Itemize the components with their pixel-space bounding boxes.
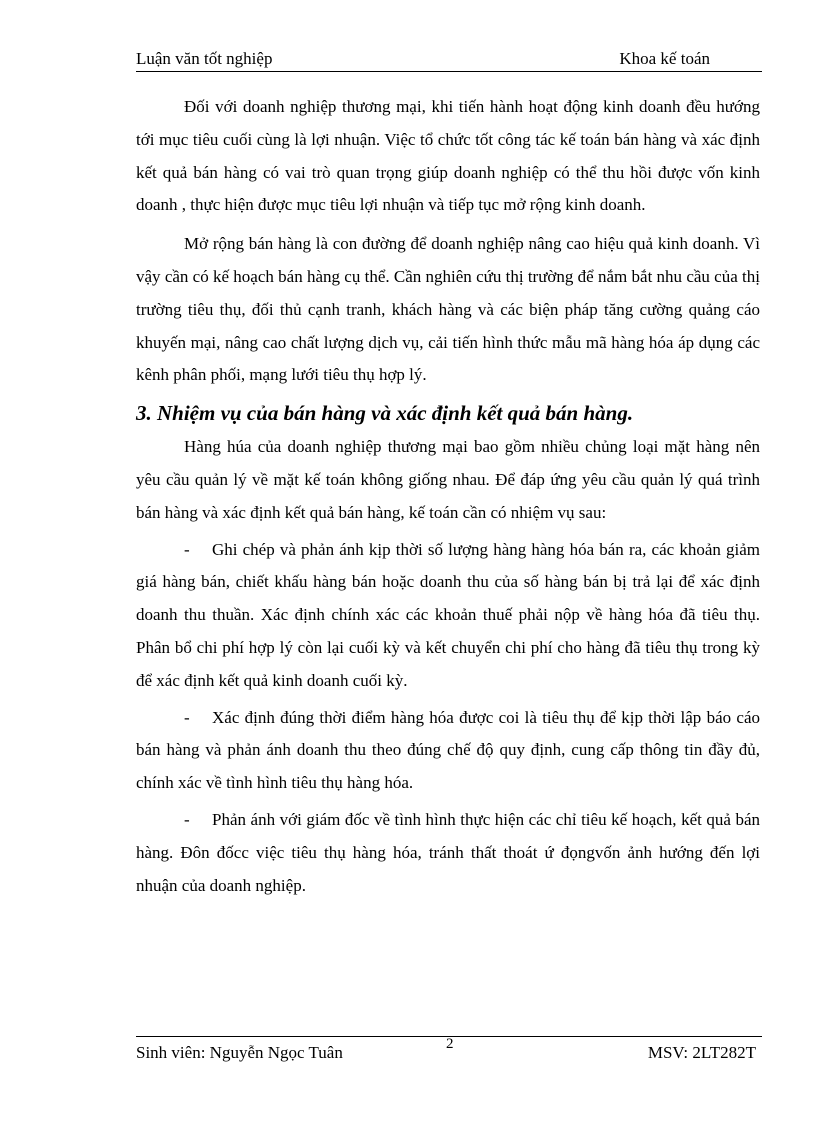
page-number: 2 <box>446 1036 454 1052</box>
section-heading: 3. Nhiệm vụ của bán hàng và xác định kết quả bán hàng. <box>136 401 634 426</box>
header-thesis-label: Luận văn tốt nghiệp <box>136 49 273 68</box>
bullet-dash: - <box>184 809 190 829</box>
task-bullet-item <box>136 804 760 902</box>
bullet-text: Xác định đúng thời điểm hàng hóa được coi là tiêu thụ để kịp thời lập báo cáo bán hàng và phản ánh doanh thu theo đúng chế độ quy định, cung cấp thông tin đầy đủ, chính xác về tình hình tiêu thụ hàng hóa. <box>136 707 760 793</box>
section-intro-paragraph: Hàng húa của doanh nghiệp thương mại bao gồm nhiều chủng loại mặt hàng nên yêu cầu quản lý về mặt kế toán không giống nhau. Để đáp ứng yêu cầu quản lý quá trình bán hàng và xác định kết quả bán hàng, kế toán cần có nhiệm vụ sau: <box>136 437 760 522</box>
page-footer <box>136 1036 762 1064</box>
bullet-dash: - <box>184 707 190 727</box>
bullet-text: Phản ánh với giám đốc về tình hình thực hiện các chỉ tiêu kế hoạch, kết quả bán hàng. Đôn đốcc việc tiêu thụ hàng hóa, tránh thất thoát ứ đọngvốn ảnh hướng đến lợi nhuận của doanh nghiệp. <box>136 809 760 895</box>
body-paragraph: Đối với doanh nghiệp thương mại, khi tiến hành hoạt động kinh doanh đều hướng tới mục tiêu cuối cùng là lợi nhuận. Việc tổ chức tốt công tác kế toán bán hàng và xác định kết quả bán hàng có vai trò quan trọng giúp doanh nghiệp có thể thu hồi được vốn kinh doanh , thực hiện được mục tiêu lợi nhuận và tiếp tục mở rộng kinh doanh. <box>136 97 760 215</box>
header-department-label: Khoa kế toán <box>619 49 710 68</box>
bullet-text: Ghi chép và phản ánh kịp thời số lượng hàng hàng hóa bán ra, các khoản giảm giá hàng bán, chiết khấu hàng bán hoặc doanh thu của số hàng bán bị trả lại để xác định doanh thu thuần. Xác định chính xác các khoản thuế phải nộp về hàng hóa đã tiêu thụ. Phân bổ chi phí hợp lý còn lại cuối kỳ và kết chuyển chi phí cho hàng đã tiêu thụ trong kỳ để xác định kết quả kinh doanh cuối kỳ. <box>136 539 760 690</box>
page-header <box>136 49 762 72</box>
bullet-dash: - <box>184 539 190 559</box>
footer-student-id: MSV: 2LT282T <box>647 1043 756 1062</box>
body-paragraph: Mở rộng bán hàng là con đường để doanh nghiệp nâng cao hiệu quả kinh doanh. Vì vậy cần có kế hoạch bán hàng cụ thể. Cần nghiên cứu thị trường để nắm bắt nhu cầu của thị trường tiêu thụ, đối thủ cạnh tranh, khách hàng và các biện pháp tăng cường quảng cáo khuyến mại, nâng cao chất lượng dịch vụ, cải tiến hình thức mẫu mã hàng hóa áp dụng các kênh phân phối, mạng lưới tiêu thụ hợp lý. <box>136 234 760 385</box>
page-body <box>136 91 760 902</box>
task-bullet-item <box>136 702 760 800</box>
task-bullet-item <box>136 534 760 698</box>
footer-student-name: Sinh viên: Nguyễn Ngọc Tuân <box>136 1043 343 1062</box>
